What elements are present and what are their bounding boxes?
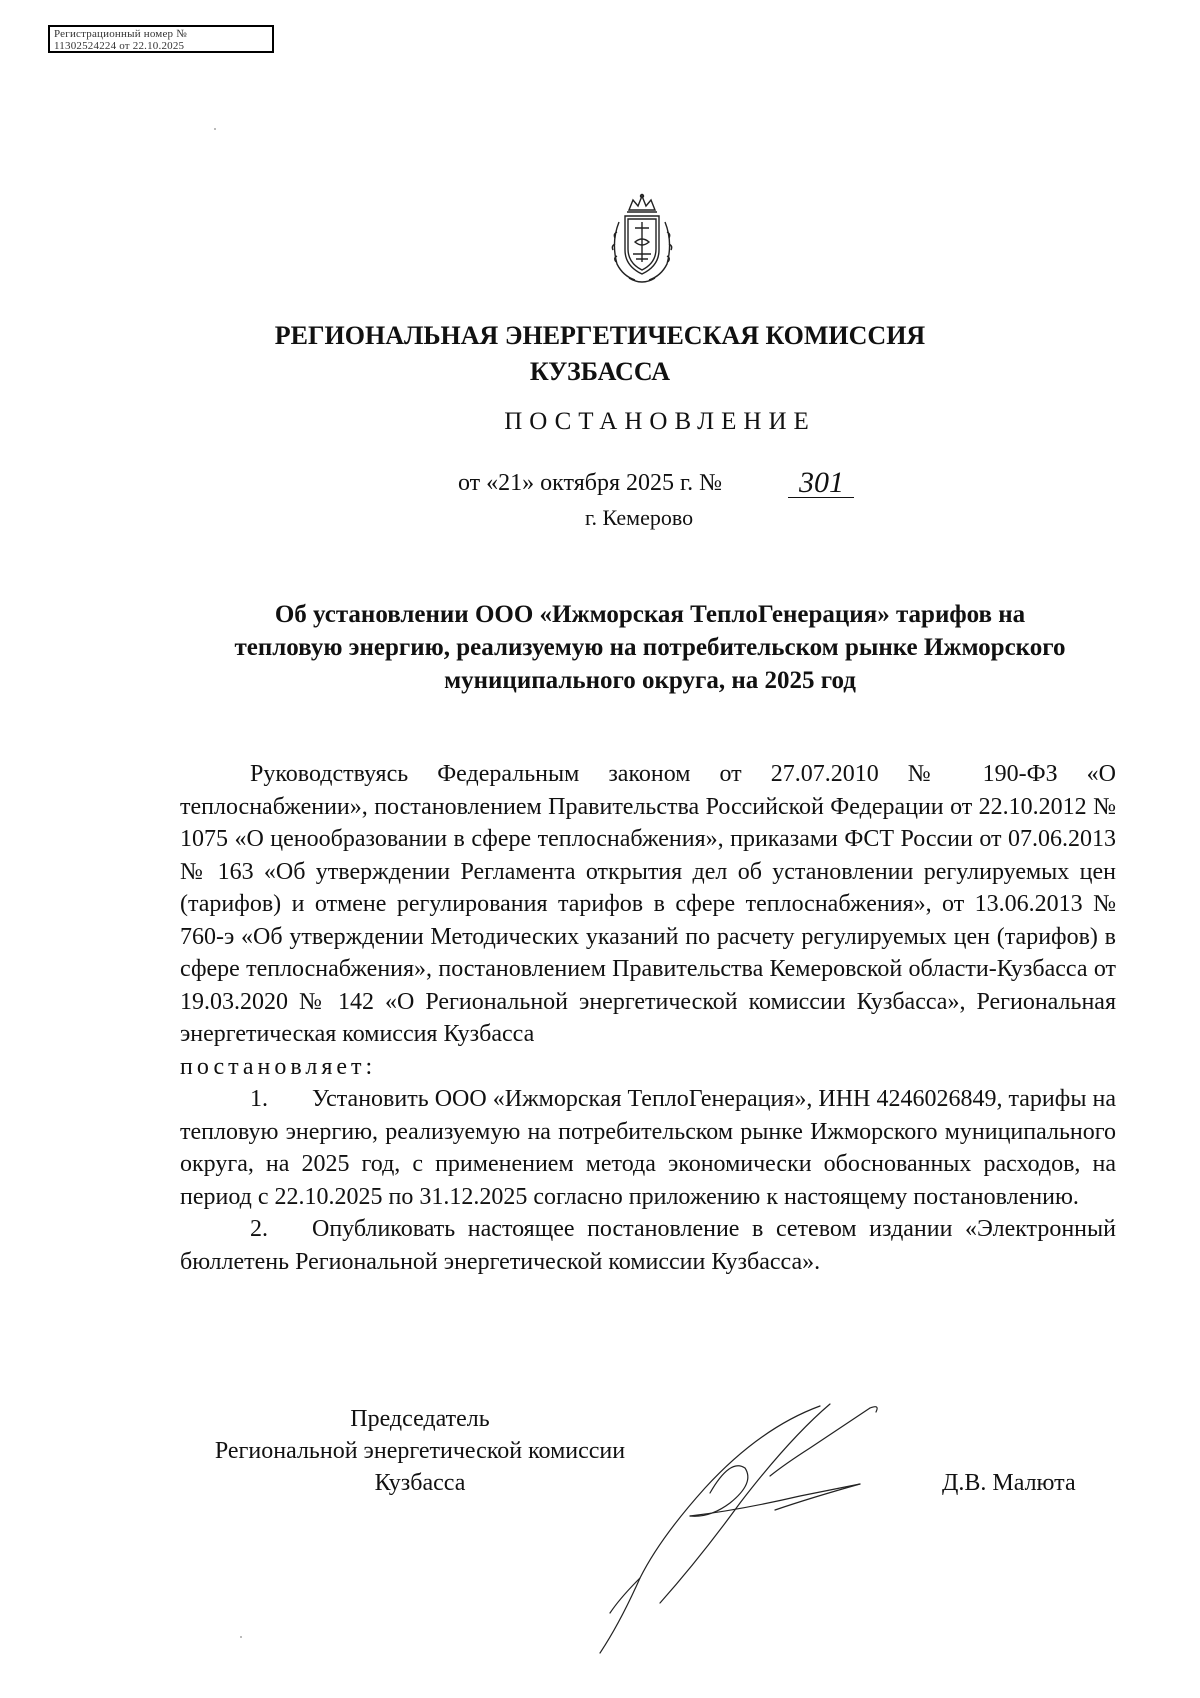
scan-artifact: [240, 1636, 242, 1638]
signatory-title-line-1: Председатель: [350, 1406, 490, 1432]
city: г. Кемерово: [585, 505, 694, 530]
coat-of-arms-icon: [605, 192, 679, 288]
resolves-word: постановляет:: [180, 1053, 377, 1080]
organization-line-2: КУЗБАССА: [529, 357, 671, 386]
resolution-item: [180, 1213, 1116, 1278]
signatory-title-line-2: Региональной энергетической комиссии: [214, 1438, 626, 1464]
item-text: Установить ООО «Ижморская ТеплоГенерация», ИНН 4246026849, тарифы на тепловую энергию, реализуемую на потребительском рынке Ижморского муниципального округа, на 2025 год, с применением метода экономически обоснованных расходов, на период с 22.10.2025 по 31.12.2025 согласно приложению к настоящему постановлению.: [180, 1086, 1116, 1210]
preamble-paragraph: Руководствуясь Федеральным законом от 27.07.2010 № 190-ФЗ «О теплоснабжении», постановлением Правительства Российской Федерации от 22.10.2012 № 1075 «О ценообразовании в сфере теплоснабжения», приказами ФСТ России от 07.06.2013 № 163 «Об утверждении Регламента открытия дел об установлении регулируемых цен (тарифов) и отмене регулирования тарифов в сфере теплоснабжения», от 13.06.2013 № 760-э «Об утверждении Методических указаний по расчету регулируемых цен (тарифов) в сфере теплоснабжения», постановлением Правительства Кемеровской области-Кузбасса от 19.03.2020 № 142 «О Региональной энергетической комиссии Кузбасса», Региональная энергетическая комиссия Кузбасса: [180, 761, 1116, 1047]
subject-line-3: муниципального округа, на 2025 год: [444, 667, 856, 694]
organization-line-1: РЕГИОНАЛЬНАЯ ЭНЕРГЕТИЧЕСКАЯ КОМИССИЯ: [274, 321, 926, 350]
handwritten-document-number: [797, 462, 849, 500]
subject-line-2: тепловую энергию, реализуемую на потребительском рынке Ижморского: [234, 634, 1066, 661]
registration-label: Регистрационный номер №: [54, 28, 187, 40]
number-underline: [788, 497, 854, 498]
scan-artifact: [214, 128, 216, 130]
registration-number: 11302524224 от 22.10.2025: [54, 40, 185, 52]
organization-title: [0, 318, 1200, 390]
subject-line-1: Об установлении ООО «Ижморская ТеплоГенерация» тарифов на: [274, 601, 1026, 628]
document-body: [180, 758, 1116, 1278]
document-type: ПОСТАНОВЛЕНИЕ: [504, 408, 816, 435]
resolution-item: [180, 1083, 1116, 1213]
document-subject: [180, 598, 1120, 697]
date-line: от «21» октября 2025 г. №: [458, 470, 723, 496]
registration-stamp: [48, 25, 274, 53]
signatory-title-line-3: Кузбасса: [374, 1470, 466, 1496]
item-number: 2.: [250, 1216, 268, 1242]
document-number: 301: [799, 466, 844, 499]
item-number: 1.: [250, 1086, 268, 1112]
item-text: Опубликовать настоящее постановление в сетевом издании «Электронный бюллетень Региональной энергетической комиссии Кузбасса».: [180, 1216, 1116, 1275]
signatory-name: Д.В. Малюта: [942, 1470, 1076, 1496]
handwritten-signature: [540, 1398, 970, 1668]
